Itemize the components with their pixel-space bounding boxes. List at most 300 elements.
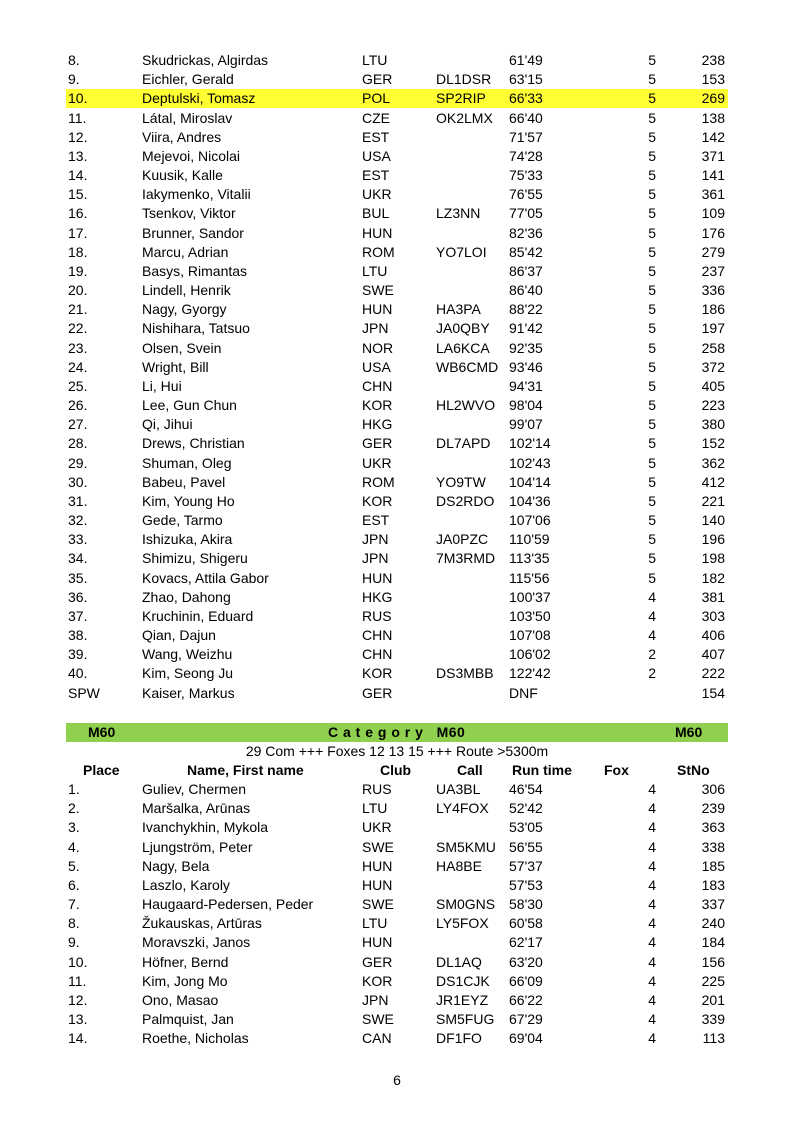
cell-fox: 5 [648,416,656,433]
cell-fox: 4 [648,915,656,932]
cell-club: CHN [362,377,393,394]
cell-call: UA3BL [436,781,481,797]
cell-start-number: 196 [701,531,725,548]
cell-run-time: 57'53 [509,876,543,893]
cell-place: 1. [68,781,80,797]
table-row [66,1010,728,1029]
cell-club: HUN [362,876,393,893]
cell-fox: 5 [648,454,656,471]
category-label-right: M60 [675,724,703,740]
cell-club: HUN [362,301,393,318]
cell-start-number: 185 [701,857,725,874]
cell-start-number: 153 [701,71,725,88]
cell-fox: 5 [648,473,656,490]
cell-club: LTU [362,52,388,68]
cell-run-time: 104'36 [509,492,551,509]
table-row [66,262,728,281]
table-row [66,549,728,568]
cell-club: LTU [362,262,388,279]
cell-fox: 4 [648,1030,656,1047]
table-row [66,1029,728,1048]
cell-name: Haugaard-Pedersen, Peder [142,896,314,913]
cell-run-time: 56'55 [509,838,543,855]
cell-call: YO9TW [436,473,486,490]
cell-run-time: 102'14 [509,435,551,452]
table-row [66,434,728,453]
cell-fox: 5 [648,377,656,394]
cell-place: 13. [68,147,88,164]
cell-name: Nagy, Gyorgy [142,301,227,318]
cell-start-number: 258 [701,339,725,356]
cell-fox: 4 [648,953,656,970]
cell-place: 35. [68,569,88,586]
header-name: Name, First name [187,762,304,778]
cell-start-number: 198 [701,550,725,567]
cell-call: LZ3NN [436,205,481,222]
cell-call: YO7LOI [436,243,487,260]
cell-run-time: 60'58 [509,915,543,932]
cell-run-time: 66'09 [509,972,543,989]
cell-run-time: 102'43 [509,454,551,471]
cell-name: Skudrickas, Algirdas [142,52,269,68]
cell-run-time: 92'35 [509,339,543,356]
cell-club: EST [362,167,390,184]
cell-club: ROM [362,473,395,490]
cell-start-number: 240 [701,915,725,932]
cell-fox: 4 [648,819,656,836]
cell-fox: 5 [648,128,656,145]
cell-place: 25. [68,377,88,394]
cell-fox: 5 [648,397,656,414]
cell-start-number: 201 [701,991,725,1008]
cell-call: DL1DSR [436,71,492,88]
cell-start-number: 141 [701,167,725,184]
cell-name: Ishizuka, Akira [142,531,233,548]
cell-name: Shuman, Oleg [142,454,232,471]
cell-place: 10. [68,90,88,107]
cell-start-number: 223 [701,397,725,414]
table-row [66,857,728,876]
cell-place: 23. [68,339,88,356]
header-fox: Fox [604,762,629,778]
cell-name: Roethe, Nicholas [142,1030,249,1047]
cell-run-time: 91'42 [509,320,543,337]
cell-name: Maršalka, Arūnas [142,800,251,817]
cell-name: Iakymenko, Vitalii [142,186,251,203]
table-row [66,70,728,89]
cell-start-number: 237 [701,262,725,279]
cell-place: 34. [68,550,88,567]
cell-place: 2. [68,800,80,817]
cell-place: 7. [68,896,80,913]
cell-fox: 5 [648,224,656,241]
cell-name: Kruchinin, Eduard [142,607,254,624]
cell-run-time: 76'55 [509,186,543,203]
cell-name: Wang, Weizhu [142,646,233,663]
cell-run-time: 104'14 [509,473,551,490]
cell-club: JPN [362,320,389,337]
table-row [66,914,728,933]
cell-club: RUS [362,607,392,624]
cell-name: Nagy, Bela [142,857,210,874]
cell-start-number: 381 [701,588,725,605]
cell-place: 38. [68,627,88,644]
cell-club: JPN [362,550,389,567]
cell-place: 36. [68,588,88,605]
cell-club: JPN [362,531,389,548]
cell-place: 10. [68,953,88,970]
cell-club: HUN [362,857,393,874]
cell-run-time: 66'40 [509,109,543,126]
cell-run-time: 62'17 [509,934,543,951]
cell-place: 12. [68,991,88,1008]
cell-start-number: 363 [701,819,725,836]
cell-run-time: 63'15 [509,71,543,88]
cell-fox: 4 [648,857,656,874]
cell-place: 20. [68,282,88,299]
cell-place: SPW [68,684,100,701]
cell-start-number: 238 [701,52,725,68]
table-row [66,243,728,262]
cell-start-number: 156 [701,953,725,970]
cell-club: USA [362,147,391,164]
cell-fox: 2 [648,646,656,663]
header-call: Call [457,762,483,778]
cell-name: Kuusik, Kalle [142,167,223,184]
cell-start-number: 338 [701,838,725,855]
cell-name: Palmquist, Jan [142,1011,234,1028]
table-row [66,109,728,128]
category-label-left: M60 [88,724,116,740]
cell-fox: 5 [648,205,656,222]
cell-name: Höfner, Bernd [142,953,229,970]
cell-club: GER [362,435,393,452]
cell-name: Nishihara, Tatsuo [142,320,250,337]
table-row [66,300,728,319]
table-row [66,972,728,991]
cell-name: Guliev, Chermen [142,781,247,797]
cell-call: DF1FO [436,1030,482,1047]
cell-name: Olsen, Svein [142,339,222,356]
cell-run-time: 107'06 [509,512,551,529]
cell-fox: 4 [648,607,656,624]
cell-fox: 5 [648,186,656,203]
cell-start-number: 221 [701,492,725,509]
cell-call: HA8BE [436,857,482,874]
table-row [66,185,728,204]
cell-club: KOR [362,972,393,989]
table-row [66,147,728,166]
cell-name: Lindell, Henrik [142,282,231,299]
cell-place: 31. [68,492,88,509]
cell-name: Ono, Masao [142,991,219,1008]
cell-place: 26. [68,397,88,414]
category-course-info: 29 Com +++ Foxes 12 13 15 +++ Route >5300m [245,743,549,759]
cell-fox: 5 [648,52,656,68]
cell-club: EST [362,512,390,529]
table-row [66,664,728,683]
cell-place: 21. [68,301,88,318]
table-row [66,895,728,914]
cell-club: CHN [362,646,393,663]
cell-name: Ivanchykhin, Mykola [142,819,269,836]
cell-name: Lee, Gun Chun [142,397,237,414]
cell-fox: 5 [648,492,656,509]
cell-run-time: 58'30 [509,896,543,913]
cell-club: LTU [362,915,388,932]
table-row [66,473,728,492]
cell-place: 12. [68,128,88,145]
cell-start-number: 239 [701,800,725,817]
cell-call: DL1AQ [436,953,482,970]
table-row [66,281,728,300]
cell-place: 19. [68,262,88,279]
cell-name: Li, Hui [142,377,182,394]
cell-club: EST [362,128,390,145]
cell-fox: 5 [648,320,656,337]
table-row [66,645,728,664]
cell-start-number: 406 [701,627,725,644]
cell-name: Zhao, Dahong [142,588,231,605]
cell-run-time: 110'59 [509,531,550,548]
table-row [66,51,728,70]
cell-run-time: 61'49 [509,52,543,68]
cell-start-number: 152 [701,435,725,452]
table-row [66,876,728,895]
cell-start-number: 184 [701,934,725,951]
cell-run-time: 99'07 [509,416,543,433]
cell-fox: 4 [648,991,656,1008]
cell-run-time: 46'54 [509,781,543,797]
category-header-bar [66,723,728,742]
cell-fox: 5 [648,301,656,318]
cell-club: CAN [362,1030,392,1047]
cell-run-time: 88'22 [509,301,543,318]
cell-fox: 4 [648,934,656,951]
cell-place: 30. [68,473,88,490]
cell-place: 32. [68,512,88,529]
cell-fox: 4 [648,588,656,605]
cell-club: GER [362,953,393,970]
cell-place: 11. [68,972,87,989]
table-row [66,530,728,549]
cell-start-number: 225 [701,972,725,989]
cell-place: 13. [68,1011,88,1028]
cell-club: LTU [362,800,388,817]
cell-place: 29. [68,454,88,471]
cell-run-time: 75'33 [509,167,543,184]
cell-club: POL [362,90,391,107]
cell-run-time: 122'42 [509,665,551,682]
cell-name: Žukauskas, Artūras [142,915,262,932]
cell-name: Marcu, Adrian [142,243,229,260]
cell-club: KOR [362,665,393,682]
cell-run-time: 63'20 [509,953,543,970]
cell-fox: 2 [648,665,656,682]
header-club: Club [380,762,412,778]
cell-fox: 4 [648,781,656,797]
cell-fox: 4 [648,1011,656,1028]
cell-run-time: 77'05 [509,205,543,222]
cell-start-number: 154 [701,684,725,701]
cell-club: HKG [362,416,393,433]
cell-place: 14. [68,1030,88,1047]
cell-fox: 5 [648,358,656,375]
cell-run-time: 66'22 [509,991,543,1008]
cell-start-number: 182 [701,569,725,586]
cell-club: UKR [362,186,392,203]
table-row [66,588,728,607]
cell-club: JPN [362,991,389,1008]
cell-start-number: 361 [701,186,725,203]
cell-place: 17. [68,224,88,241]
cell-call: WB6CMD [436,358,499,375]
cell-start-number: 183 [701,876,725,893]
cell-club: GER [362,684,393,701]
cell-call: SM5FUG [436,1011,495,1028]
cell-place: 33. [68,531,88,548]
cell-place: 6. [68,876,80,893]
table-row [66,780,728,799]
cell-run-time: 71'57 [509,128,543,145]
cell-call: DS1CJK [436,972,490,989]
cell-club: USA [362,358,391,375]
cell-name: Kovacs, Attila Gabor [142,569,269,586]
table-row [66,799,728,818]
cell-fox: 5 [648,569,656,586]
cell-club: CZE [362,109,390,126]
cell-club: SWE [362,838,394,855]
cell-club: GER [362,71,393,88]
cell-club: BUL [362,205,390,222]
cell-name: Drews, Christian [142,435,245,452]
cell-club: SWE [362,1011,394,1028]
header-place: Place [83,762,120,778]
cell-run-time: 115'56 [509,569,550,586]
cell-call: DS2RDO [436,492,495,509]
cell-fox: 4 [648,896,656,913]
cell-place: 40. [68,665,88,682]
results-column-headers [66,761,728,780]
cell-run-time: 103'50 [509,607,551,624]
cell-call: HA3PA [436,301,481,318]
table-row [66,569,728,588]
cell-name: Tsenkov, Viktor [142,205,236,222]
cell-start-number: 197 [701,320,725,337]
table-row-highlighted [66,89,728,108]
cell-name: Moravszki, Janos [142,934,251,951]
cell-name: Qi, Jihui [142,416,193,433]
cell-run-time: 69'04 [509,1030,543,1047]
cell-call: OK2LMX [436,109,493,126]
cell-start-number: 306 [701,781,725,797]
cell-place: 3. [68,819,80,836]
cell-club: NOR [362,339,394,356]
cell-fox: 5 [648,435,656,452]
cell-club: SWE [362,282,394,299]
cell-fox: 5 [648,109,656,126]
cell-fox: 4 [648,876,656,893]
cell-place: 15. [68,186,88,203]
cell-name: Eichler, Gerald [142,71,234,88]
cell-fox: 5 [648,167,656,184]
cell-call: DS3MBB [436,665,494,682]
header-run-time: Run time [512,762,572,778]
cell-run-time: 94'31 [509,377,543,394]
cell-place: 28. [68,435,88,452]
cell-name: Látal, Miroslav [142,109,233,126]
cell-place: 22. [68,320,88,337]
cell-run-time: 106'02 [509,646,551,663]
cell-call: HL2WVO [436,397,496,414]
cell-fox: 5 [648,282,656,299]
cell-start-number: 339 [701,1011,725,1028]
table-row [66,626,728,645]
table-row [66,377,728,396]
cell-start-number: 371 [701,147,725,164]
cell-call: LY4FOX [436,800,489,817]
cell-name: Kaiser, Markus [142,684,235,701]
cell-club: SWE [362,896,394,913]
cell-run-time: 82'36 [509,224,543,241]
cell-call: SM5KMU [436,838,496,855]
cell-call: JA0PZC [436,531,489,548]
cell-place: 8. [68,915,80,932]
cell-start-number: 140 [701,512,725,529]
cell-name: Babeu, Pavel [142,473,226,490]
cell-run-time: 57'37 [509,857,543,874]
cell-club: ROM [362,243,395,260]
cell-start-number: 142 [701,128,725,145]
cell-name: Qian, Dajun [142,627,216,644]
table-row [66,684,728,703]
cell-run-time: 113'35 [509,550,550,567]
cell-start-number: 372 [701,358,725,375]
table-row [66,396,728,415]
table-row [66,358,728,377]
table-row [66,838,728,857]
cell-start-number: 176 [701,224,725,241]
cell-start-number: 336 [701,282,725,299]
cell-start-number: 222 [701,665,725,682]
cell-call: SM0GNS [436,896,496,913]
cell-place: 9. [68,71,80,88]
cell-run-time: 66'33 [509,90,543,107]
table-row [66,991,728,1010]
cell-place: 5. [68,857,80,874]
cell-place: 9. [68,934,80,951]
cell-name: Basys, Rimantas [142,262,248,279]
cell-start-number: 407 [701,646,725,663]
cell-fox: 4 [648,972,656,989]
cell-start-number: 412 [701,473,725,490]
cell-name: Viira, Andres [142,128,222,145]
cell-run-time: 93'46 [509,358,543,375]
cell-place: 16. [68,205,88,222]
cell-fox: 4 [648,838,656,855]
cell-fox: 5 [648,90,656,107]
cell-name: Kim, Young Ho [142,492,235,509]
cell-run-time: 107'08 [509,627,551,644]
cell-place: 4. [68,838,80,855]
cell-start-number: 186 [701,301,725,318]
cell-call: LA6KCA [436,339,490,356]
cell-club: CHN [362,627,393,644]
cell-run-time: 98'04 [509,397,543,414]
cell-name: Laszlo, Karoly [142,876,230,893]
cell-club: UKR [362,454,392,471]
cell-run-time: 100'37 [509,588,551,605]
